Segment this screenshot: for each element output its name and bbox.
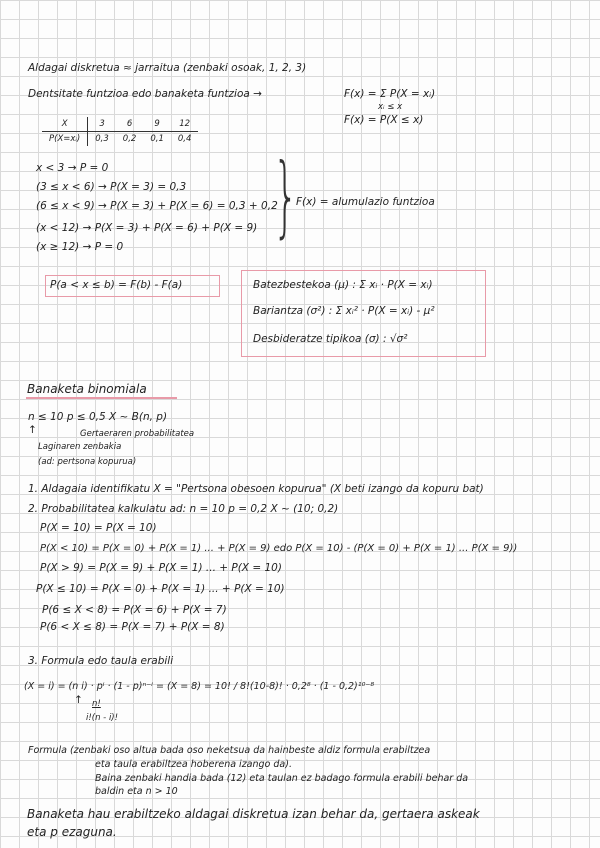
table-row xyxy=(42,132,198,147)
heading-underline xyxy=(26,397,177,399)
table-cell: P(X=xᵢ) xyxy=(42,132,88,147)
arrow-up-icon: ↑ xyxy=(28,424,37,436)
arrow-up-icon: ↑ xyxy=(74,694,83,706)
final-note: eta p ezaguna. xyxy=(27,825,117,839)
table-header-row xyxy=(42,117,198,132)
table-cell: 0,3 xyxy=(95,134,109,144)
table-cell: 0,4 xyxy=(177,134,192,144)
probability-line: P(6 ≤ X < 8) = P(X = 6) + P(X = 7) xyxy=(42,604,227,616)
table-cell: 0,2 xyxy=(122,134,137,144)
success-probability-note: Gertaeraren probabilitatea xyxy=(80,429,195,439)
step-formula-table: 3. Formula edo taula erabili xyxy=(28,655,174,667)
mean-formula: Batezbestekoa (μ) : Σ xᵢ · P(X = xᵢ) xyxy=(253,279,433,291)
binomial-parameters: n ≤ 10 p ≤ 0,5 X ~ B(n, p) xyxy=(28,411,168,423)
curly-brace-icon: } xyxy=(273,144,299,247)
sample-size-example: (ad: pertsona kopurua) xyxy=(38,457,137,467)
formula-note: Baina zenbaki handia bada (12) eta taulan ez badago formula erabili behar da xyxy=(95,773,469,784)
formula-note: eta taula erabiltzea hoberena izango da). xyxy=(95,759,292,770)
binomial-formula: (X = i) = (n i) · pⁱ · (1 - p)ⁿ⁻ⁱ = (X = 8) = 10! / 8!(10-8)! · 0,2⁸ · (1 - 0,2)¹⁰⁻⁸ xyxy=(24,681,375,692)
case-line: (x ≥ 12) → P = 0 xyxy=(36,241,124,253)
formula-cdf-subscript: xᵢ ≤ x xyxy=(378,102,403,112)
line-discrete-variable: Aldagai diskretua ≈ jarraitua (zenbaki osoak, 1, 2, 3) xyxy=(28,62,307,74)
sample-size-note: Laginaren zenbakia xyxy=(38,442,122,452)
distribution-table xyxy=(42,117,198,146)
cumulative-function-label: F(x) = alumulazio funtzioa xyxy=(296,196,435,208)
probability-line: P(6 < X ≤ 8) = P(X = 7) + P(X = 8) xyxy=(40,621,225,633)
probability-line: P(X = 10) = P(X = 10) xyxy=(40,522,157,534)
variance-formula: Bariantza (σ²) : Σ xᵢ² · P(X = xᵢ) - μ² xyxy=(253,305,435,317)
probability-line: P(X ≤ 10) = P(X = 0) + P(X = 1) ... + P(X = 10) xyxy=(36,583,285,595)
step-identify: 1. Aldagaia identifikatu X = "Pertsona obesoen kopurua" (X beti izango da kopuru bat) xyxy=(28,483,484,495)
table-cell: 6 xyxy=(116,117,144,132)
table-cell: 0,1 xyxy=(150,134,164,144)
case-line: (x < 12) → P(X = 3) + P(X = 6) + P(X = 9) xyxy=(36,222,258,234)
case-line: (3 ≤ x < 6) → P(X = 3) = 0,3 xyxy=(36,181,187,193)
probability-line: P(X > 9) = P(X = 9) + P(X = 1) ... + P(X = 10) xyxy=(40,562,282,574)
table-cell: 9 xyxy=(143,117,171,132)
std-dev-formula: Desbideratze tipikoa (σ) : √σ² xyxy=(253,333,408,345)
formula-note: Formula (zenbaki oso altua bada oso neketsua da hainbeste aldiz formula erabiltzea xyxy=(28,745,431,756)
table-cell: 12 xyxy=(171,117,199,132)
binomial-coefficient-denominator: i!(n - i)! xyxy=(86,713,119,723)
final-note: Banaketa hau erabiltzeko aldagai diskretua izan behar da, gertaera askeak xyxy=(27,807,480,821)
step-calculate: 2. Probabilitatea kalkulatu ad: n = 10 p = 0,2 X ~ (10; 0,2) xyxy=(28,503,339,515)
probability-line: P(X < 10) = P(X = 0) + P(X = 1) ... + P(X = 9) edo P(X = 10) - (P(X = 0) + P(X = 1) ... P(X = 9)) xyxy=(40,543,518,554)
line-density-function: Dentsitate funtzioa edo banaketa funtzioa → xyxy=(28,88,262,100)
formula-note: baldin eta n > 10 xyxy=(95,786,178,797)
formula-cdf-sum: F(x) = Σ P(X = xᵢ) xyxy=(344,88,436,100)
table-cell: X xyxy=(42,117,88,132)
interval-formula: P(a < x ≤ b) = F(b) - F(a) xyxy=(50,279,183,291)
formula-cdf-prob: F(x) = P(X ≤ x) xyxy=(344,114,424,126)
binomial-coefficient-numerator: n! xyxy=(92,699,101,709)
section-heading-binomial: Banaketa binomiala xyxy=(27,382,147,396)
case-line: (6 ≤ x < 9) → P(X = 3) + P(X = 6) = 0,3 + 0,2 xyxy=(36,200,278,212)
table-cell: 3 xyxy=(88,117,116,132)
case-line: x < 3 → P = 0 xyxy=(36,162,109,174)
